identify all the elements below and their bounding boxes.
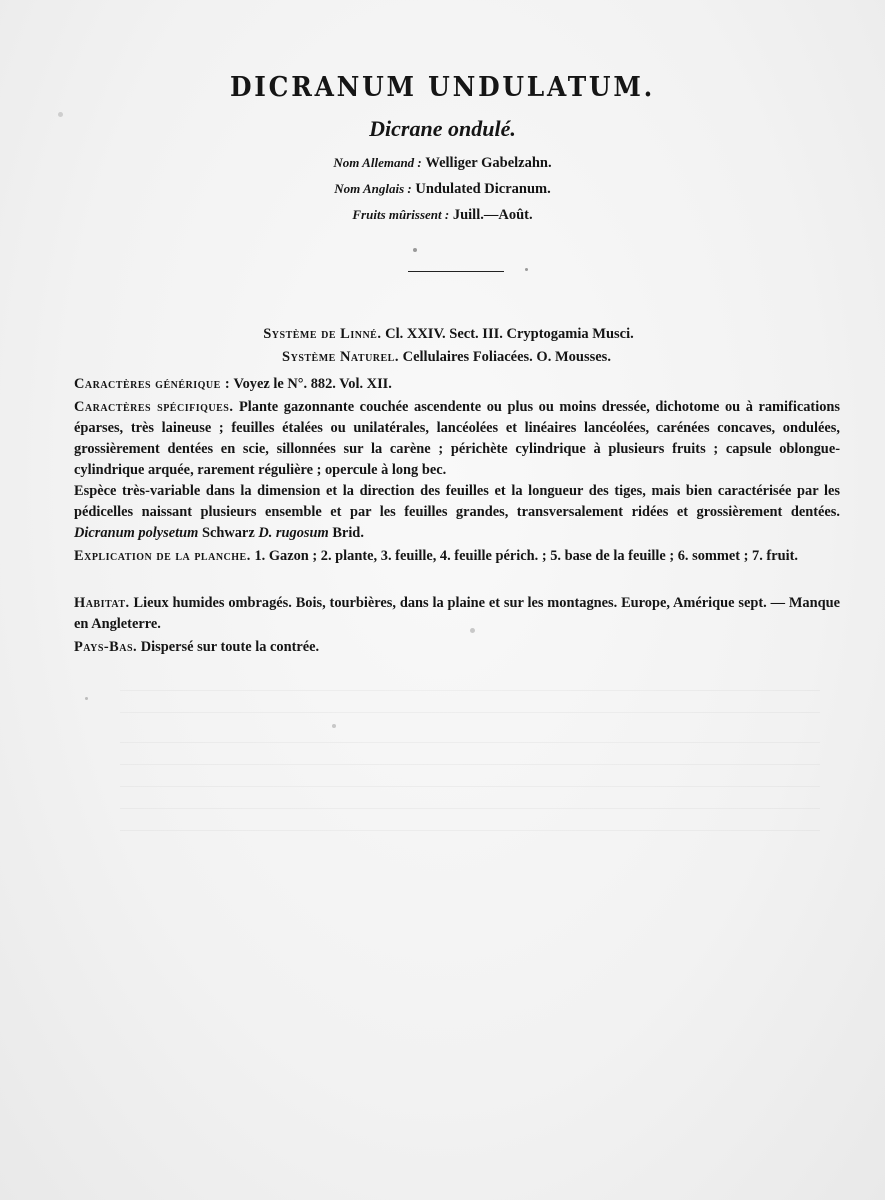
french-name: Dicrane ondulé. bbox=[369, 116, 516, 141]
bleed-through-line bbox=[120, 712, 820, 713]
plate-explanation-text: 1. Gazon ; 2. plante, 3. feuille, 4. feuille périch. ; 5. base de la feuille ; 6. sommet ; 7. fruit. bbox=[254, 548, 799, 564]
bleed-through-line bbox=[120, 808, 820, 809]
linnaean-system-value: Cl. XXIV. Sect. III. Cryptogamia Musci. bbox=[385, 326, 634, 342]
synonym-2: D. rugosum bbox=[258, 525, 329, 541]
linnaean-system-line bbox=[6, 326, 885, 343]
paper-speck bbox=[332, 724, 336, 728]
german-name-value: Welliger Gabelzahn. bbox=[425, 155, 552, 171]
synonym-2-author: Brid. bbox=[332, 525, 364, 541]
paper-speck bbox=[85, 697, 88, 700]
habitat-paragraph bbox=[74, 593, 840, 635]
plate-explanation-paragraph bbox=[74, 546, 840, 567]
fruiting-line bbox=[0, 202, 885, 228]
english-name-line bbox=[0, 176, 885, 202]
natural-system-label: Système Naturel. bbox=[282, 349, 399, 365]
german-name-line bbox=[0, 150, 885, 176]
specific-characters-label: Caractères spécifiques. bbox=[74, 399, 234, 415]
species-note-paragraph bbox=[74, 481, 840, 544]
habitat-text: Lieux humides ombragés. Bois, tourbières, dans la plaine et sur les montagnes. Europe, Amérique sept. — Manque en Angleterre. bbox=[74, 595, 840, 632]
paper-speck bbox=[470, 628, 475, 633]
habitat-label: Habitat. bbox=[74, 595, 130, 611]
page-title: DICRANUM UNDULATUM. bbox=[229, 72, 656, 103]
bleed-through-line bbox=[120, 690, 820, 691]
specific-characters-paragraph bbox=[74, 397, 840, 481]
common-names-block bbox=[0, 150, 885, 228]
generic-characters-paragraph bbox=[74, 374, 840, 395]
german-name-label: Nom Allemand : bbox=[333, 155, 422, 170]
plate-explanation-label: Explication de la planche. bbox=[74, 548, 251, 564]
natural-system-line bbox=[4, 349, 885, 366]
section-divider bbox=[408, 271, 504, 272]
paper-speck bbox=[58, 112, 63, 117]
netherlands-label: Pays-Bas. bbox=[74, 639, 138, 655]
netherlands-paragraph bbox=[74, 637, 840, 658]
synonym-1-author: Schwarz bbox=[201, 525, 255, 541]
generic-characters-label: Caractères générique : bbox=[74, 376, 231, 392]
english-name-value: Undulated Dicranum. bbox=[415, 181, 551, 197]
fruiting-label: Fruits mûrissent : bbox=[352, 207, 450, 222]
bleed-through-line bbox=[120, 830, 820, 831]
paper-speck bbox=[525, 268, 528, 271]
specific-characters-text: Plante gazonnante couchée ascendente ou plus ou moins dressée, dichotome ou à ramifications éparses, très laineuse ; feuilles étalées ou unilatérales, lancéolées et linéaires lancéolées, carénées concaves, ondulées, grossièrement dentées en scie, sillonnées sur la carène ; périchète cylindrique à plusieurs fruits ; capsule oblongue-cylindrique arquée, rarement régulière ; opercule à long bec. bbox=[74, 399, 841, 478]
bleed-through-line bbox=[120, 764, 820, 765]
natural-system-value: Cellulaires Foliacées. O. Mousses. bbox=[402, 349, 611, 365]
bleed-through-line bbox=[120, 742, 820, 743]
synonym-1: Dicranum polysetum bbox=[74, 525, 199, 541]
generic-characters-text: Voyez le N°. 882. Vol. XII. bbox=[233, 376, 392, 392]
paper-speck bbox=[413, 248, 417, 252]
bleed-through-line bbox=[120, 786, 820, 787]
netherlands-text: Dispersé sur toute la contrée. bbox=[140, 639, 320, 655]
species-note-text: Espèce très-variable dans la dimension et la direction des feuilles et la longueur des tiges, mais bien caractérisée par les pédicelles naissant plusieurs ensemble et par les feuilles grandes, transversalement ridées et grossièrement dentées. bbox=[74, 483, 840, 520]
fruiting-value: Juill.—Août. bbox=[452, 207, 533, 223]
english-name-label: Nom Anglais : bbox=[334, 181, 412, 196]
linnaean-system-label: Système de Linné. bbox=[263, 326, 382, 342]
